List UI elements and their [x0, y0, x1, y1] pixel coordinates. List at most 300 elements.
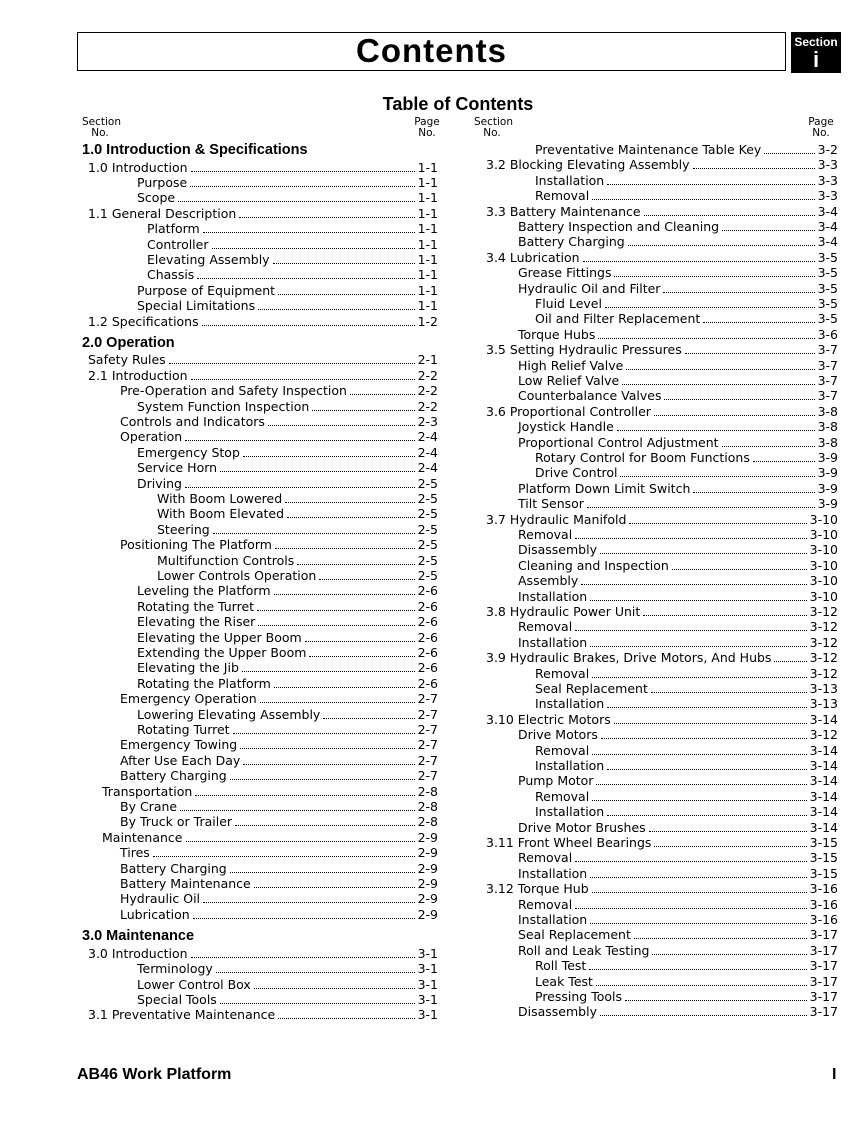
toc-entry: [157, 522, 438, 537]
toc-entry: [518, 820, 838, 835]
toc-entry-title: Controller: [147, 236, 209, 252]
dot-leader: [722, 446, 815, 447]
toc-entry-title: 3.8 Hydraulic Power Unit: [486, 604, 641, 619]
dot-leader: [589, 969, 806, 970]
toc-entry: [518, 219, 838, 234]
toc-entry-title: Battery Maintenance: [120, 876, 251, 891]
dot-leader: [634, 938, 807, 939]
toc-entry: [120, 876, 438, 891]
toc-entry-title: Hydraulic Oil and Filter: [518, 280, 661, 296]
toc-entry-page: 2-9: [417, 845, 438, 861]
toc-entry-title: Removal: [518, 896, 573, 912]
toc-entry: [137, 645, 438, 660]
dot-leader: [235, 825, 415, 826]
toc-entry-page: 3-17: [809, 989, 838, 1004]
toc-entry-title: Roll Test: [535, 958, 587, 974]
toc-entry: [137, 614, 438, 629]
toc-entry-page: 3-16: [809, 896, 838, 912]
toc-entry-page: 3-15: [809, 835, 838, 850]
toc-entry-title: Emergency Towing: [120, 737, 238, 753]
dot-leader: [693, 168, 815, 169]
toc-entry-page: 3-15: [809, 850, 838, 866]
toc-entry: [535, 666, 838, 681]
dot-leader: [274, 594, 415, 595]
toc-entry-title: Roll and Leak Testing: [518, 942, 650, 958]
dot-leader: [230, 779, 415, 780]
toc-entry-title: 3.2 Blocking Elevating Assembly: [486, 157, 690, 173]
dot-leader: [664, 399, 814, 400]
toc-entry-page: 3-5: [817, 296, 838, 311]
toc-entry-title: Installation: [535, 804, 605, 820]
toc-entry-title: Seal Replacement: [518, 927, 631, 943]
toc-entry-page: 2-4: [417, 429, 438, 445]
toc-entry: [120, 768, 438, 783]
toc-entry: [486, 250, 838, 265]
dot-leader: [575, 861, 806, 862]
toc-entry-title: 1.1 General Description: [88, 205, 237, 221]
dot-leader: [622, 384, 814, 385]
dot-leader: [240, 748, 414, 749]
toc-entry: [137, 399, 438, 414]
toc-entry: [157, 491, 438, 506]
dot-leader: [722, 230, 815, 231]
toc-entry-title: Positioning The Platform: [120, 537, 272, 553]
toc-entry-title: Rotary Control for Boom Functions: [535, 450, 750, 465]
toc-entry-title: Installation: [518, 912, 588, 927]
toc-entry-title: Elevating the Upper Boom: [137, 629, 302, 645]
toc-entry: [518, 927, 838, 942]
toc-entry-title: Maintenance: [102, 829, 183, 845]
dot-leader: [193, 918, 415, 919]
toc-entry-title: Drive Control: [535, 465, 618, 481]
toc-entry-title: Fluid Level: [535, 296, 602, 311]
dot-leader: [654, 846, 806, 847]
dot-leader: [191, 379, 415, 380]
toc-entry-page: 2-7: [417, 737, 438, 753]
toc-entry-title: Drive Motor Brushes: [518, 819, 646, 835]
toc-entry-title: Tires: [120, 845, 150, 861]
toc-entry-title: Lubrication: [120, 906, 190, 922]
toc-entry-page: 2-5: [417, 552, 438, 568]
dot-leader: [260, 702, 415, 703]
dot-leader: [287, 517, 415, 518]
toc-entry-page: 1-2: [417, 313, 438, 329]
toc-entry-page: 3-14: [809, 773, 838, 789]
toc-entry-page: 3-14: [809, 742, 838, 758]
toc-entry-title: Elevating the Jib: [137, 660, 239, 676]
toc-entry-title: 2.1 Introduction: [88, 367, 188, 383]
dot-leader: [600, 1015, 807, 1016]
toc-entry: [137, 660, 438, 675]
toc-entry-page: 3-1: [417, 961, 438, 977]
toc-entry-title: High Relief Valve: [518, 357, 624, 373]
toc-entry: [137, 961, 438, 976]
toc-entry-title: Purpose of Equipment: [137, 282, 276, 298]
dot-leader: [592, 800, 806, 801]
toc-entry-page: 3-12: [809, 634, 838, 650]
toc-entry-page: 2-9: [417, 860, 438, 876]
toc-entry-title: Terminology: [137, 961, 213, 977]
toc-entry-title: Leveling the Platform: [137, 583, 271, 599]
toc-entry-page: 1-1: [417, 221, 438, 237]
toc-entry: [535, 989, 838, 1004]
dot-leader: [592, 677, 806, 678]
toc-entry-page: 2-9: [417, 891, 438, 907]
toc-entry-title: Drive Motors: [518, 727, 598, 743]
dot-leader: [195, 795, 414, 796]
toc-entry-page: 2-5: [417, 537, 438, 553]
toc-entry-title: Service Horn: [137, 460, 218, 476]
dot-leader: [243, 764, 414, 765]
toc-entry-title: Tilt Sensor: [518, 496, 584, 512]
section-tab-label: Section: [794, 35, 838, 49]
dot-leader: [629, 523, 806, 524]
toc-entry-page: 3-13: [809, 696, 838, 712]
dot-leader: [243, 456, 415, 457]
toc-entry-page: 2-6: [417, 629, 438, 645]
toc-entry-page: 2-7: [417, 691, 438, 707]
dot-leader: [220, 471, 415, 472]
dot-leader: [233, 733, 415, 734]
toc-entry-page: 2-9: [417, 829, 438, 845]
toc-entry-title: Battery Charging: [120, 860, 227, 876]
toc-entry: [88, 352, 438, 367]
dot-leader: [203, 232, 415, 233]
toc-entry: [518, 435, 838, 450]
toc-entry-title: Purpose: [137, 174, 188, 190]
toc-entry-title: Installation: [518, 588, 588, 604]
dot-leader: [583, 261, 815, 262]
dot-leader: [628, 245, 815, 246]
toc-entry: [535, 188, 838, 203]
toc-entry-title: Scope: [137, 190, 176, 206]
toc-entry: [147, 267, 438, 282]
toc-entry-title: Transportation: [102, 783, 193, 799]
toc-entry: [518, 265, 838, 280]
toc-entry: [486, 204, 838, 219]
dot-leader: [617, 430, 815, 431]
toc-entry: [518, 635, 838, 650]
dot-leader: [607, 769, 806, 770]
toc-entry: [535, 450, 838, 465]
right-page-header: Page No.: [808, 116, 834, 139]
toc-entry-page: 2-1: [417, 352, 438, 368]
toc-entry-title: Installation: [535, 172, 605, 188]
section-heading: [82, 928, 438, 945]
toc-entry: [486, 157, 838, 172]
toc-entry-title: Battery Inspection and Cleaning: [518, 219, 720, 234]
toc-entry-title: Assembly: [518, 573, 579, 589]
toc-entry-page: 2-5: [417, 491, 438, 506]
toc-entry: [535, 696, 838, 711]
toc-entry: [486, 712, 838, 727]
left-page-header: Page No.: [414, 116, 440, 139]
toc-entry-title: 3.4 Lubrication: [486, 249, 580, 265]
toc-entry-page: 2-4: [417, 460, 438, 476]
dot-leader: [230, 872, 415, 873]
toc-entry-page: 3-3: [817, 188, 838, 204]
dot-leader: [598, 338, 814, 339]
toc-entry-page: 3-5: [817, 249, 838, 265]
toc-entry-page: 3-12: [809, 727, 838, 743]
toc-entry: [137, 992, 438, 1007]
toc-entry-page: 3-8: [817, 419, 838, 435]
dot-leader: [185, 487, 415, 488]
toc-entry-title: Installation: [518, 634, 588, 650]
toc-entry: [535, 758, 838, 773]
toc-entry-page: 3-5: [817, 265, 838, 281]
dot-leader: [212, 248, 415, 249]
dot-leader: [590, 923, 806, 924]
toc-entry-title: 3.7 Hydraulic Manifold: [486, 511, 627, 527]
dot-leader: [202, 325, 415, 326]
toc-entry-page: 2-6: [417, 583, 438, 599]
toc-entry-title: 3.3 Battery Maintenance: [486, 203, 641, 219]
dot-leader: [312, 410, 414, 411]
dot-leader: [273, 263, 415, 264]
toc-entry: [137, 676, 438, 691]
toc-entry-title: Operation: [120, 429, 183, 445]
toc-entry-title: Extending the Upper Boom: [137, 645, 307, 660]
toc-entry-page: 3-16: [809, 881, 838, 897]
dot-leader: [278, 294, 415, 295]
toc-entry-page: 1-1: [417, 190, 438, 206]
dot-leader: [257, 610, 415, 611]
toc-entry-page: 3-3: [817, 172, 838, 188]
toc-entry-title: Chassis: [147, 267, 195, 283]
dot-leader: [614, 723, 807, 724]
dot-leader: [643, 615, 806, 616]
toc-entry-title: Hydraulic Oil: [120, 891, 201, 907]
toc-entry-page: 3-6: [817, 326, 838, 342]
toc-entry-page: 3-4: [817, 219, 838, 234]
toc-entry: [137, 630, 438, 645]
toc-entry-title: 3.11 Front Wheel Bearings: [486, 835, 652, 850]
toc-entry: [486, 342, 838, 357]
toc-entry-title: Cleaning and Inspection: [518, 557, 669, 573]
toc-entry-title: Disassembly: [518, 1004, 597, 1020]
toc-entry-page: 2-7: [417, 706, 438, 722]
toc-entry: [137, 977, 438, 992]
toc-entry-page: 3-12: [809, 604, 838, 619]
toc-entry-title: Disassembly: [518, 542, 597, 558]
toc-entry-page: 3-14: [809, 804, 838, 820]
dot-leader: [239, 217, 414, 218]
section-tab: [791, 32, 841, 73]
toc-entry-page: 3-14: [809, 758, 838, 773]
toc-heading: Table of Contents: [382, 94, 534, 114]
toc-entry-page: 3-8: [817, 403, 838, 419]
toc-entry: [518, 773, 838, 788]
dot-leader: [693, 492, 814, 493]
toc-entry: [518, 589, 838, 604]
dot-leader: [644, 215, 815, 216]
toc-entry: [120, 891, 438, 906]
dot-leader: [216, 972, 415, 973]
toc-entry: [120, 691, 438, 706]
toc-entry-title: 2.0 Operation: [82, 334, 175, 351]
toc-entry: [102, 784, 438, 799]
toc-entry: [137, 707, 438, 722]
toc-entry-page: 3-7: [817, 342, 838, 358]
toc-entry-title: System Function Inspection: [137, 398, 310, 414]
toc-entry: [120, 799, 438, 814]
toc-entry: [88, 946, 438, 961]
toc-entry-title: Platform: [147, 221, 200, 237]
toc-entry: [535, 465, 838, 480]
toc-entry-title: Pressing Tools: [535, 989, 622, 1004]
toc-entry: [120, 414, 438, 429]
toc-entry-title: Removal: [518, 527, 573, 542]
toc-entry-page: 3-10: [809, 542, 838, 558]
toc-entry-page: 3-7: [817, 357, 838, 373]
toc-entry-title: Installation: [518, 865, 588, 881]
toc-entry: [120, 537, 438, 552]
toc-entry-page: 3-9: [817, 465, 838, 481]
toc-entry-page: 3-13: [809, 681, 838, 696]
toc-entry-page: 3-12: [809, 665, 838, 681]
toc-entry-title: 3.0 Introduction: [88, 945, 188, 961]
dot-leader: [575, 908, 806, 909]
toc-entry: [535, 974, 838, 989]
toc-entry-page: 2-5: [417, 521, 438, 537]
toc-entry-page: 1-1: [417, 267, 438, 283]
dot-leader: [185, 440, 414, 441]
toc-entry-title: Special Tools: [137, 991, 217, 1007]
toc-entry: [120, 845, 438, 860]
toc-entry: [486, 881, 838, 896]
dot-leader: [254, 887, 415, 888]
toc-entry-title: Low Relief Valve: [518, 373, 620, 388]
toc-entry-page: 3-10: [809, 557, 838, 573]
toc-entry-title: 3.0 Maintenance: [82, 928, 195, 945]
toc-entry: [518, 850, 838, 865]
toc-entry-page: 1-1: [417, 298, 438, 314]
toc-entry: [535, 789, 838, 804]
toc-entry-page: 2-8: [417, 814, 438, 830]
toc-entry-page: 3-15: [809, 865, 838, 881]
toc-entry-title: 3.12 Torque Hub: [486, 881, 589, 897]
toc-entry: [157, 553, 438, 568]
toc-entry: [137, 445, 438, 460]
toc-entry: [518, 573, 838, 588]
toc-entry: [518, 619, 838, 634]
toc-entry: [147, 221, 438, 236]
toc-entry-page: 3-1: [417, 976, 438, 992]
toc-entry: [535, 804, 838, 819]
toc-entry-page: 2-6: [417, 660, 438, 676]
toc-entry: [147, 237, 438, 252]
toc-entry-title: Proportional Control Adjustment: [518, 434, 719, 450]
toc-entry-title: Pump Motor: [518, 773, 594, 789]
dot-leader: [614, 276, 814, 277]
toc-entry: [486, 835, 838, 850]
toc-entry-page: 2-5: [417, 475, 438, 491]
dot-leader: [590, 646, 806, 647]
dot-leader: [592, 199, 814, 200]
toc-entry-title: Removal: [535, 742, 590, 758]
toc-entry-title: 1.0 Introduction & Specifications: [82, 142, 308, 158]
toc-entry-title: With Boom Lowered: [157, 491, 283, 506]
dot-leader: [575, 538, 806, 539]
dot-leader: [654, 415, 815, 416]
toc-entry: [518, 281, 838, 296]
toc-entry-title: Lower Control Box: [137, 976, 251, 992]
dot-leader: [275, 548, 415, 549]
toc-entry-page: 3-1: [417, 991, 438, 1007]
toc-entry: [137, 583, 438, 598]
toc-entry-title: Removal: [518, 619, 573, 635]
toc-entry-title: Multifunction Controls: [157, 552, 295, 568]
toc-entry: [120, 753, 438, 768]
toc-entry: [518, 234, 838, 249]
toc-entry-title: Joystick Handle: [518, 419, 614, 435]
toc-entry-page: 2-3: [417, 414, 438, 429]
dot-leader: [323, 718, 414, 719]
toc-entry: [137, 460, 438, 475]
toc-entry-page: 3-4: [817, 203, 838, 219]
dot-leader: [305, 641, 415, 642]
dot-leader: [258, 625, 414, 626]
toc-entry-page: 1-1: [417, 159, 438, 175]
toc-entry: [137, 190, 438, 205]
dot-leader: [220, 1003, 415, 1004]
section-heading: [82, 335, 438, 352]
toc-entry-page: 1-1: [417, 174, 438, 190]
toc-entry: [88, 160, 438, 175]
toc-entry-page: 3-2: [817, 142, 838, 157]
dot-leader: [213, 533, 415, 534]
toc-entry-title: Elevating the Riser: [137, 614, 256, 630]
dot-leader: [274, 687, 415, 688]
toc-entry-title: With Boom Elevated: [157, 506, 285, 522]
toc-entry-title: Leak Test: [535, 973, 593, 989]
dot-leader: [587, 507, 815, 508]
toc-entry: [535, 142, 838, 157]
title-box: [77, 32, 786, 71]
toc-entry: [486, 404, 838, 419]
toc-entry: [518, 327, 838, 342]
dot-leader: [581, 584, 806, 585]
dot-leader: [592, 892, 807, 893]
toc-entry: [518, 358, 838, 373]
toc-entry: [535, 173, 838, 188]
dot-leader: [297, 564, 414, 565]
dot-leader: [242, 671, 415, 672]
toc-entry: [120, 383, 438, 398]
dot-leader: [258, 309, 414, 310]
dot-leader: [254, 988, 415, 989]
toc-entry-page: 3-10: [809, 573, 838, 589]
toc-entry-page: 3-17: [809, 942, 838, 958]
toc-entry: [518, 897, 838, 912]
toc-entry-title: Removal: [518, 850, 573, 866]
toc-entry-title: Battery Charging: [518, 234, 625, 250]
toc-entry: [486, 604, 838, 619]
toc-entry-title: Oil and Filter Replacement: [535, 311, 701, 327]
toc-entry: [518, 943, 838, 958]
toc-entry-title: Controls and Indicators: [120, 414, 265, 429]
footer-product-name: AB46 Work Platform: [77, 1066, 232, 1083]
dot-leader: [764, 153, 814, 154]
toc-entry-title: Rotating the Platform: [137, 675, 271, 691]
toc-entry-page: 3-14: [809, 711, 838, 727]
dot-leader: [652, 954, 806, 955]
dot-leader: [590, 600, 806, 601]
dot-leader: [153, 856, 415, 857]
toc-entry-title: Seal Replacement: [535, 681, 648, 696]
toc-entry-page: 3-17: [809, 973, 838, 989]
